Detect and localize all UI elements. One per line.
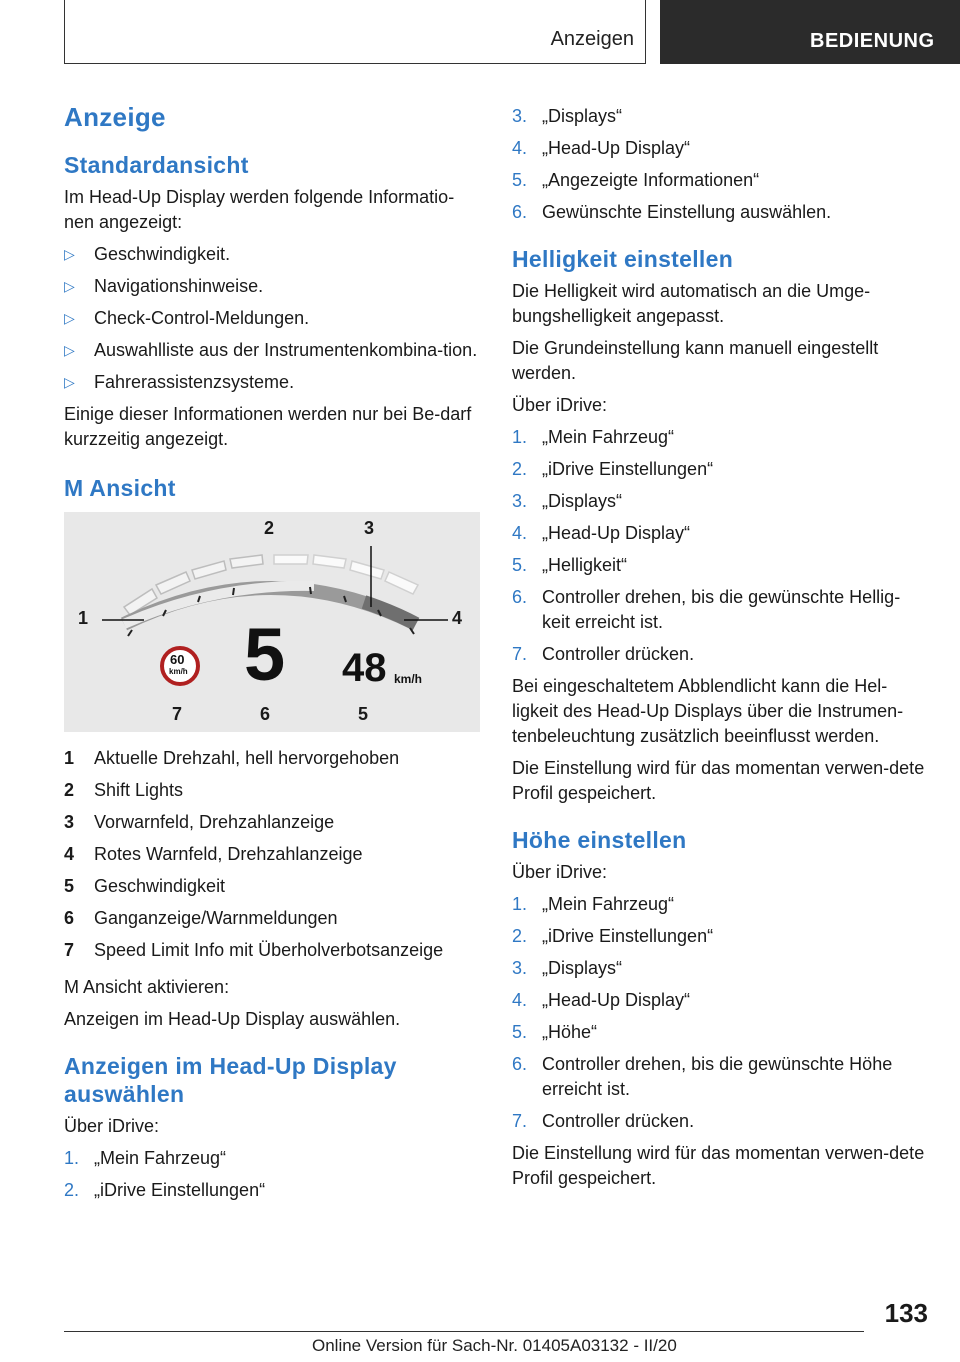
list-item: 3. „Displays“ [512, 106, 623, 126]
heading-hoehe: Höhe einstellen [512, 827, 687, 853]
page-title: Anzeige [64, 102, 166, 132]
list-item: 5. „Angezeigte Informationen“ [512, 170, 760, 190]
list-item: 3. „Displays“ [512, 491, 623, 511]
legend-row: 1 Aktuelle Drehzahl, hell hervorgehoben [64, 748, 400, 768]
left-column [64, 100, 480, 1210]
legend-row: 2 Shift Lights [64, 780, 184, 800]
list-item: 1. „Mein Fahrzeug“ [512, 427, 675, 447]
footer-divider [64, 1331, 864, 1332]
header-section-title: Anzeigen [550, 28, 634, 50]
list-item: 2. „iDrive Einstellungen“ [512, 459, 714, 479]
heading-m-ansicht: M Ansicht [64, 475, 176, 501]
triangle-bullet-icon: ▷ [64, 278, 75, 294]
figure-legend [64, 746, 480, 963]
list-item: 2. „iDrive Einstellungen“ [512, 926, 714, 946]
list-item: 3. „Displays“ [512, 958, 623, 978]
callout-6: 6 [260, 704, 271, 724]
triangle-bullet-icon: ▷ [64, 310, 75, 326]
m-activate-text: Anzeigen im Head-Up Display auswählen. [64, 1009, 401, 1029]
brightness-p3: Bei eingeschaltetem Abblendlicht kann die Hel-ligkeit des Head-Up Displays über die Instrumen-tenbeleuchtung zusätzlich beeinflusst werden. [512, 676, 904, 746]
select-steps-continued [512, 104, 928, 225]
list-item: ▷ Auswahlliste aus der Instrumentenkombina-tion. [64, 338, 480, 363]
list-item: ▷ Geschwindigkeit. [64, 242, 480, 267]
callout-2: 2 [264, 518, 275, 538]
brightness-steps [512, 425, 928, 667]
callout-4: 4 [452, 608, 463, 628]
heading-anzeigen-auswaehlen: Anzeigen im Head-Up Display auswählen [64, 1053, 397, 1107]
speed-value: 48 [342, 646, 387, 690]
height-via: Über iDrive: [512, 862, 608, 882]
legend-row: 3 Vorwarnfeld, Drehzahlanzeige [64, 812, 335, 832]
list-item: 4. „Head-Up Display“ [512, 138, 691, 158]
m-activate-label: M Ansicht aktivieren: [64, 977, 230, 997]
speed-unit: km/h [394, 672, 423, 686]
list-item: ▷ Check-Control-Meldungen. [64, 306, 480, 331]
list-item: 5. „Helligkeit“ [512, 555, 628, 575]
speed-limit-value: 60 [170, 652, 185, 667]
brightness-p4: Die Einstellung wird für das momentan verwen-dete Profil gespeichert. [512, 758, 925, 803]
callout-7: 7 [172, 704, 183, 724]
standard-intro: Im Head-Up Display werden folgende Informatio-nen angezeigt: [64, 187, 455, 232]
list-item: 5. „Höhe“ [512, 1022, 598, 1042]
callout-3: 3 [364, 518, 375, 538]
speed-limit-unit: km/h [169, 667, 188, 676]
brightness-p1: Die Helligkeit wird automatisch an die Umge-bungshelligkeit angepasst. [512, 281, 871, 326]
right-column [512, 104, 928, 1198]
triangle-bullet-icon: ▷ [64, 342, 75, 358]
brightness-via: Über iDrive: [512, 395, 608, 415]
legend-row: 4 Rotes Warnfeld, Drehzahlanzeige [64, 844, 363, 864]
legend-row: 6 Ganganzeige/Warnmeldungen [64, 908, 338, 928]
list-item: 7. Controller drücken. [512, 644, 695, 664]
list-item: 6. Gewünschte Einstellung auswählen. [512, 202, 832, 222]
hud-m-view-figure [64, 512, 480, 732]
standard-bullets [64, 242, 480, 395]
list-item: 4. „Head-Up Display“ [512, 990, 691, 1010]
list-item: ▷ Fahrerassistenzsysteme. [64, 370, 480, 395]
heading-standardansicht: Standardansicht [64, 152, 249, 178]
callout-1: 1 [78, 608, 89, 628]
list-item: 6. Controller drehen, bis die gewünschte Hellig-keit erreicht ist. [512, 587, 901, 632]
list-item: 6. Controller drehen, bis die gewünschte Höhe erreicht ist. [512, 1054, 893, 1099]
page-number: 133 [884, 1298, 928, 1328]
list-item: ▷ Navigationshinweise. [64, 274, 480, 299]
select-via: Über iDrive: [64, 1116, 160, 1136]
legend-row: 5 Geschwindigkeit [64, 876, 226, 896]
header-chapter-tab: BEDIENUNG [660, 0, 960, 64]
triangle-bullet-icon: ▷ [64, 374, 75, 390]
select-steps [64, 1146, 480, 1203]
standard-outro: Einige dieser Informationen werden nur bei Be-darf kurzzeitig angezeigt. [64, 404, 472, 449]
brightness-p2: Die Grundeinstellung kann manuell eingestellt werden. [512, 338, 879, 383]
height-p: Die Einstellung wird für das momentan verwen-dete Profil gespeichert. [512, 1143, 925, 1188]
list-item: 7. Controller drücken. [512, 1111, 695, 1131]
heading-helligkeit: Helligkeit einstellen [512, 246, 734, 272]
legend-row: 7 Speed Limit Info mit Überholverbotsanzeige [64, 940, 444, 960]
height-steps [512, 892, 928, 1134]
list-item: 1. „Mein Fahrzeug“ [64, 1148, 227, 1168]
footer-version-text: Online Version für Sach-Nr. 01405A03132 - II/20 [312, 1336, 677, 1355]
list-item: 4. „Head-Up Display“ [512, 523, 691, 543]
list-item: 2. „iDrive Einstellungen“ [64, 1180, 266, 1200]
triangle-bullet-icon: ▷ [64, 246, 75, 262]
callout-5: 5 [358, 704, 369, 724]
gear-indicator: 5 [244, 613, 286, 696]
list-item: 1. „Mein Fahrzeug“ [512, 894, 675, 914]
